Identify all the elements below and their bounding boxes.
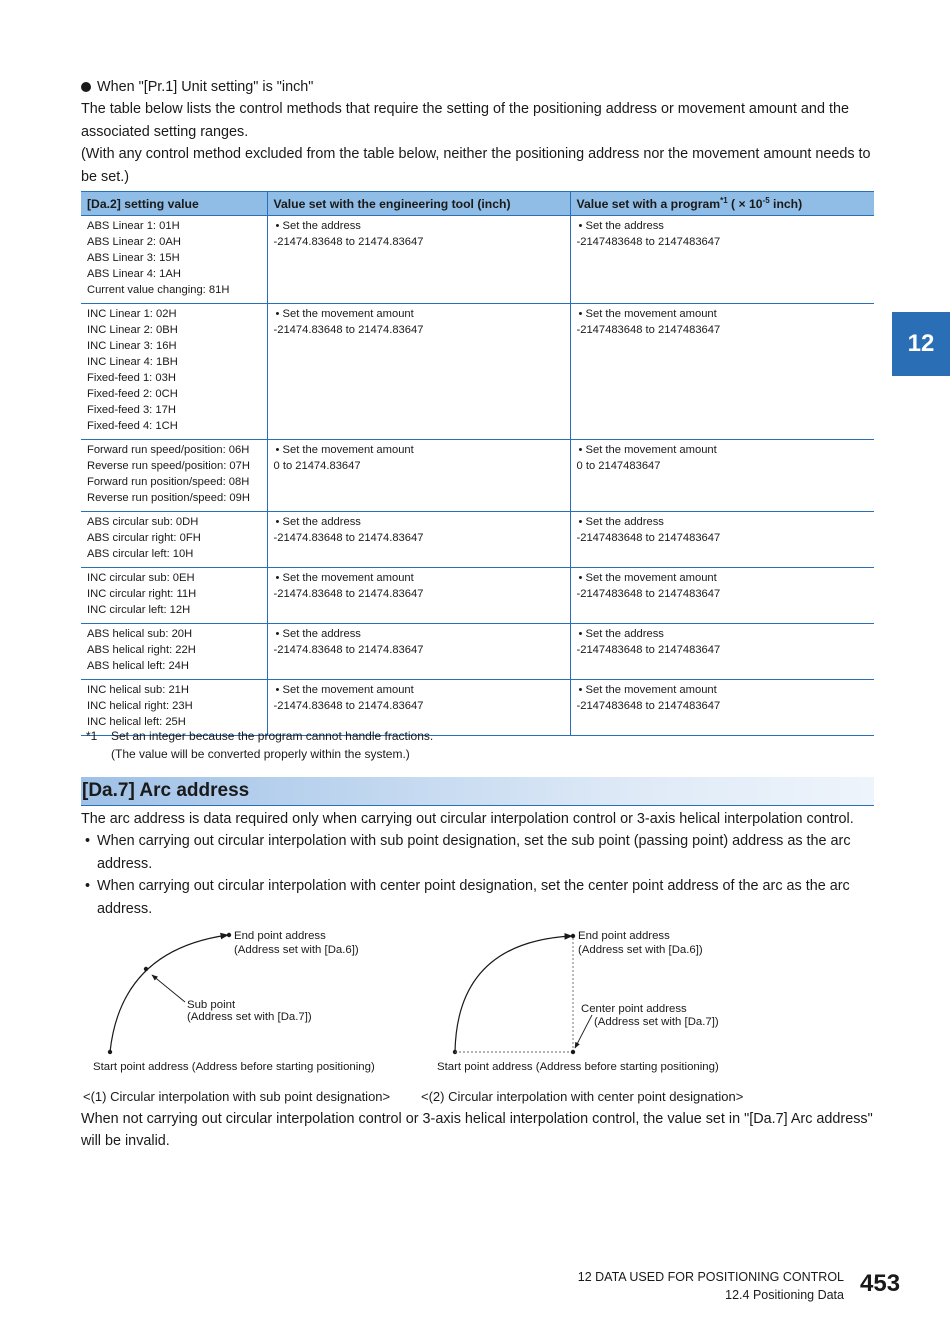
section-heading xyxy=(81,777,874,806)
control-method: ABS Linear 3: 15H xyxy=(87,252,180,264)
control-method: Forward run speed/position: 06H xyxy=(87,444,250,456)
engineering-tool-cell xyxy=(267,568,570,624)
table-footnote xyxy=(86,727,433,763)
engineering-tool-range: -21474.83648 to 21474.83647 xyxy=(273,532,424,544)
control-method: INC helical left: 25H xyxy=(87,716,186,728)
program-cell xyxy=(570,512,874,568)
engineering-tool-item: • Set the movement amount xyxy=(275,572,414,584)
program-cell xyxy=(570,216,874,304)
intro-condition-text: When "[Pr.1] Unit setting" is "inch" xyxy=(97,79,314,95)
sub-point-sublabel: (Address set with [Da.7]) xyxy=(187,1011,312,1023)
engineering-tool-item-text: Set the movement amount xyxy=(282,444,414,456)
section-description xyxy=(81,808,874,920)
engineering-tool-cell xyxy=(267,624,570,680)
program-cell xyxy=(570,304,874,440)
intro-condition xyxy=(81,76,874,98)
engineering-tool-range: -21474.83648 to 21474.83647 xyxy=(273,644,424,656)
header-program-exponent: -5 xyxy=(762,195,770,205)
control-method: ABS helical sub: 20H xyxy=(87,628,193,640)
intro-block xyxy=(81,76,874,188)
diagram-caption-left: <(1) Circular interpolation with sub point designation> xyxy=(83,1089,391,1104)
program-item-text: Set the movement amount xyxy=(585,444,717,456)
program-range: -2147483648 to 2147483647 xyxy=(576,532,721,544)
closing-text: When not carrying out circular interpolation control or 3-axis helical interpolation control, the value set in "[Da.7] Arc address" will be invalid. xyxy=(81,1111,873,1150)
program-range: -2147483648 to 2147483647 xyxy=(576,588,721,600)
arc-path xyxy=(455,936,572,1052)
sub-point-diagram xyxy=(93,930,375,1073)
engineering-tool-range: 0 to 21474.83647 xyxy=(273,460,361,472)
program-range: -2147483648 to 2147483647 xyxy=(576,236,721,248)
center-point-diagram xyxy=(437,930,719,1073)
control-method: ABS circular right: 0FH xyxy=(87,532,201,544)
bullet-dot-icon xyxy=(81,82,91,92)
program-item-text: Set the address xyxy=(585,516,664,528)
control-method: INC Linear 4: 1BH xyxy=(87,356,178,368)
section-title: [Da.7] Arc address xyxy=(82,780,250,801)
sub-point-label: Sub point xyxy=(187,999,236,1011)
control-method: Fixed-feed 2: 0CH xyxy=(87,388,178,400)
engineering-tool-range: -21474.83648 to 21474.83647 xyxy=(273,236,424,248)
program-item: • Set the address xyxy=(578,628,664,640)
center-point-sublabel: (Address set with [Da.7]) xyxy=(594,1016,719,1028)
engineering-tool-range: -21474.83648 to 21474.83647 xyxy=(273,700,424,712)
page-footer xyxy=(578,1268,844,1304)
control-method: INC helical right: 23H xyxy=(87,700,193,712)
table-row xyxy=(81,440,874,512)
table-row xyxy=(81,624,874,680)
control-method: Reverse run position/speed: 09H xyxy=(87,492,250,504)
center-point-marker xyxy=(571,1050,575,1054)
control-method: INC circular left: 12H xyxy=(87,604,191,616)
program-range: -2147483648 to 2147483647 xyxy=(576,700,721,712)
intro-line-1: The table below lists the control methods that require the setting of the positioning address or movement amount and the associated setting ranges. xyxy=(81,101,849,140)
section-bullet-list xyxy=(81,830,874,920)
control-method: INC circular right: 11H xyxy=(87,588,197,600)
setting-value-cell xyxy=(81,440,267,512)
footnote-mark: *1 xyxy=(86,729,98,743)
control-method: ABS helical left: 24H xyxy=(87,660,189,672)
setting-value-cell xyxy=(81,568,267,624)
program-item-text: Set the address xyxy=(585,220,664,232)
control-method: Current value changing: 81H xyxy=(87,284,230,296)
control-method: Reverse run speed/position: 07H xyxy=(87,460,250,472)
end-point-label: End point address xyxy=(234,930,326,942)
header-program-unit: ( × 10 xyxy=(727,197,763,212)
start-point-label: Start point address (Address before starting positioning) xyxy=(437,1061,719,1073)
header-setting-value: [Da.2] setting value xyxy=(81,192,267,216)
program-item-text: Set the movement amount xyxy=(585,308,717,320)
end-point-marker xyxy=(227,933,231,937)
control-method: Forward run position/speed: 08H xyxy=(87,476,250,488)
sub-point-marker xyxy=(144,967,148,971)
control-method: ABS Linear 4: 1AH xyxy=(87,268,181,280)
list-item: • When carrying out circular interpolation with center point designation, set the center point address of the arc as the arc address. xyxy=(81,875,874,920)
engineering-tool-cell xyxy=(267,216,570,304)
sub-point-leader xyxy=(152,975,185,1002)
program-item: • Set the movement amount xyxy=(578,684,717,696)
header-program-label: Value set with a program xyxy=(576,197,721,212)
footnote-ref: *1 xyxy=(720,195,728,205)
header-engineering-tool: Value set with the engineering tool (inch) xyxy=(267,192,570,216)
center-point-label: Center point address xyxy=(581,1003,687,1015)
diagram-caption-right: <(2) Circular interpolation with center point designation> xyxy=(421,1089,744,1104)
program-item: • Set the movement amount xyxy=(578,308,717,320)
chapter-tab[interactable]: 12 xyxy=(892,312,950,376)
setting-value-cell xyxy=(81,624,267,680)
engineering-tool-cell xyxy=(267,304,570,440)
program-range: 0 to 2147483647 xyxy=(576,460,661,472)
program-item: • Set the address xyxy=(578,220,664,232)
control-method: ABS helical right: 22H xyxy=(87,644,196,656)
engineering-tool-item: • Set the address xyxy=(275,220,361,232)
arc-path xyxy=(110,935,228,1052)
arc-diagram xyxy=(81,920,874,1080)
end-point-label: End point address xyxy=(578,930,670,942)
page-number: 453 xyxy=(860,1270,901,1297)
setting-value-cell xyxy=(81,304,267,440)
engineering-tool-range: -21474.83648 to 21474.83647 xyxy=(273,324,424,336)
intro-line-2: (With any control method excluded from the table below, neither the positioning address nor the movement amount needs to be set.) xyxy=(81,146,871,185)
end-point-sublabel: (Address set with [Da.6]) xyxy=(578,944,703,956)
program-range: -2147483648 to 2147483647 xyxy=(576,644,721,656)
engineering-tool-item: • Set the address xyxy=(275,516,361,528)
footer-chapter: 12 DATA USED FOR POSITIONING CONTROL xyxy=(577,1270,844,1284)
program-cell xyxy=(570,568,874,624)
program-item: • Set the movement amount xyxy=(578,444,717,456)
program-item-text: Set the movement amount xyxy=(585,572,717,584)
engineering-tool-cell xyxy=(267,440,570,512)
footnote-line-1: Set an integer because the program cannot handle fractions. xyxy=(111,729,434,743)
end-point-sublabel: (Address set with [Da.6]) xyxy=(234,944,359,956)
control-method-table xyxy=(81,191,874,736)
table-row xyxy=(81,216,874,304)
control-method: INC helical sub: 21H xyxy=(87,684,189,696)
engineering-tool-item-text: Set the movement amount xyxy=(282,684,414,696)
program-cell xyxy=(570,624,874,680)
table-row xyxy=(81,568,874,624)
control-method: INC circular sub: 0EH xyxy=(87,572,195,584)
control-method: ABS Linear 1: 01H xyxy=(87,220,180,232)
section-desc-text: The arc address is data required only when carrying out circular interpolation control or 3-axis helical interpolation control. xyxy=(81,811,854,827)
control-method: Fixed-feed 3: 17H xyxy=(87,404,176,416)
program-item: • Set the address xyxy=(578,516,664,528)
center-point-leader xyxy=(575,1015,592,1048)
list-item: • When carrying out circular interpolation with sub point designation, set the sub point (passing point) address as the arc address. xyxy=(81,830,874,875)
header-program xyxy=(570,192,874,216)
control-method: INC Linear 2: 0BH xyxy=(87,324,178,336)
control-method: ABS Linear 2: 0AH xyxy=(87,236,181,248)
engineering-tool-item: • Set the address xyxy=(275,628,361,640)
engineering-tool-cell xyxy=(267,512,570,568)
control-method: Fixed-feed 1: 03H xyxy=(87,372,176,384)
program-cell xyxy=(570,680,874,736)
setting-value-cell xyxy=(81,216,267,304)
engineering-tool-item: • Set the movement amount xyxy=(275,684,414,696)
program-item-text: Set the address xyxy=(585,628,664,640)
engineering-tool-item: • Set the movement amount xyxy=(275,444,414,456)
table-header-row xyxy=(81,192,874,216)
control-method: INC Linear 1: 02H xyxy=(87,308,177,320)
footnote-line-2: (The value will be converted properly within the system.) xyxy=(111,747,410,761)
program-range: -2147483648 to 2147483647 xyxy=(576,324,721,336)
control-method: ABS circular left: 10H xyxy=(87,548,194,560)
setting-value-cell xyxy=(81,512,267,568)
program-cell xyxy=(570,440,874,512)
control-method: INC Linear 3: 16H xyxy=(87,340,177,352)
end-point-marker xyxy=(571,934,575,938)
control-method: Fixed-feed 4: 1CH xyxy=(87,420,178,432)
start-point-label: Start point address (Address before starting positioning) xyxy=(93,1061,375,1073)
engineering-tool-item-text: Set the address xyxy=(282,628,361,640)
engineering-tool-item-text: Set the movement amount xyxy=(282,308,414,320)
table-row xyxy=(81,512,874,568)
header-program-unit-end: inch) xyxy=(769,197,803,212)
engineering-tool-item-text: Set the movement amount xyxy=(282,572,414,584)
program-item-text: Set the movement amount xyxy=(585,684,717,696)
start-point-marker xyxy=(108,1050,112,1054)
footer-section: 12.4 Positioning Data xyxy=(725,1288,844,1302)
engineering-tool-item-text: Set the address xyxy=(282,516,361,528)
table-row xyxy=(81,304,874,440)
engineering-tool-item-text: Set the address xyxy=(282,220,361,232)
control-method: ABS circular sub: 0DH xyxy=(87,516,199,528)
engineering-tool-item: • Set the movement amount xyxy=(275,308,414,320)
closing-note xyxy=(81,1108,874,1153)
engineering-tool-range: -21474.83648 to 21474.83647 xyxy=(273,588,424,600)
program-item: • Set the movement amount xyxy=(578,572,717,584)
